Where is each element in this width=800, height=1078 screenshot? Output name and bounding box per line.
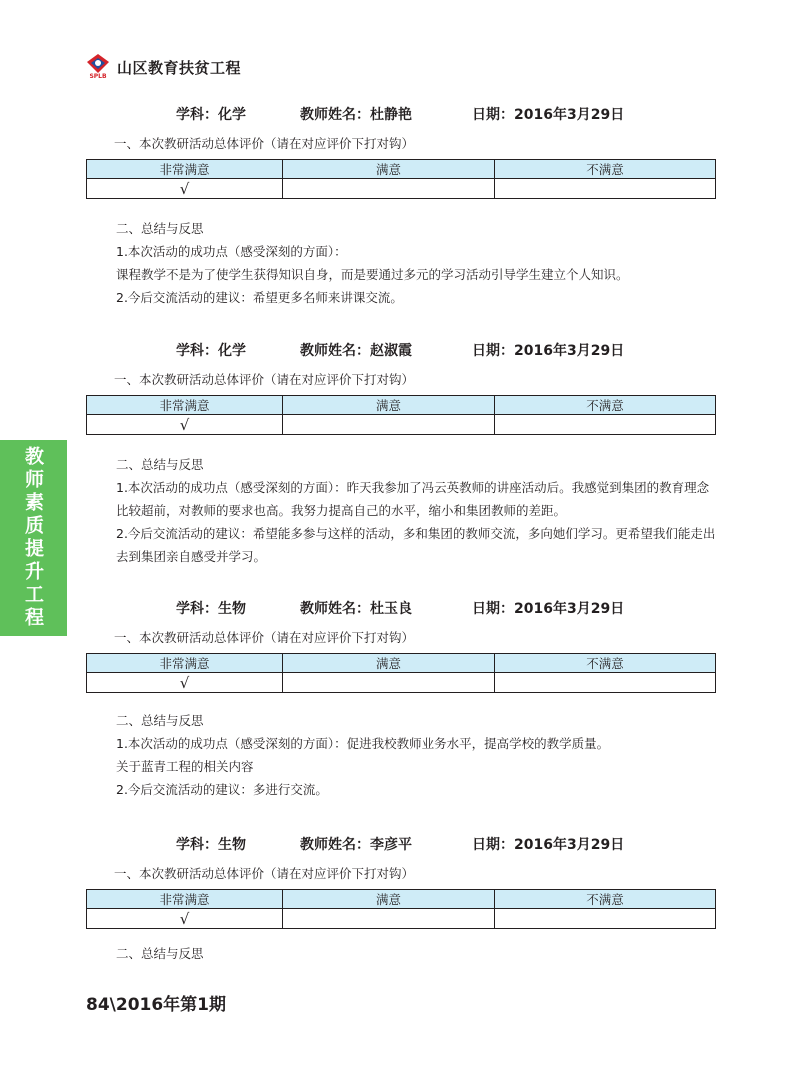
page-header (85, 50, 241, 84)
summary-line: 2.今后交流活动的建议：希望能多参与这样的活动，多和集团的教师交流，多向她们学习。更希望我们能走出去到集团亲自感受并学习。 (116, 526, 716, 564)
logo-text: SPLB (89, 73, 107, 80)
empty-cell (495, 909, 716, 929)
col-very-satisfied: 非常满意 (87, 654, 283, 673)
page-footer: 84\2016年第1期 (86, 995, 227, 1015)
empty-cell (283, 415, 495, 435)
summary-section (116, 942, 716, 965)
summary-line: 2.今后交流活动的建议：希望更多名师来讲课交流。 (116, 290, 403, 305)
summary-line: 1.本次活动的成功点（感受深刻的方面）：昨天我参加了冯云英教师的讲座活动后。我感觉到集团的教育理念比较超前，对教师的要求也高。我努力提高自己的水平，缩小和集团教师的差距。 (116, 480, 710, 518)
col-very-satisfied: 非常满意 (87, 396, 283, 415)
summary-section (116, 709, 716, 801)
evaluation-table (86, 395, 716, 435)
summary-heading: 二、总结与反思 (116, 713, 204, 728)
check-mark: √ (87, 673, 283, 693)
eval-heading: 一、本次教研活动总体评价（请在对应评价下打对钩） (114, 866, 415, 881)
teacher-name: 教师姓名：李彦平 (300, 837, 412, 853)
check-mark: √ (87, 179, 283, 199)
summary-line: 关于蓝青工程的相关内容 (116, 759, 254, 774)
summary-line: 1.本次活动的成功点（感受深刻的方面）：促进我校教师业务水平，提高学校的教学质量。 (116, 736, 610, 751)
summary-section (116, 453, 716, 568)
side-tab-label: 教师素质提升工程 (22, 446, 44, 630)
empty-cell (283, 179, 495, 199)
check-mark: √ (87, 415, 283, 435)
empty-cell (283, 909, 495, 929)
empty-cell (283, 673, 495, 693)
col-unsatisfied: 不满意 (495, 890, 716, 909)
date: 日期：2016年3月29日 (472, 601, 625, 617)
eval-heading: 一、本次教研活动总体评价（请在对应评价下打对钩） (114, 372, 415, 387)
date: 日期：2016年3月29日 (472, 107, 625, 123)
summary-heading: 二、总结与反思 (116, 946, 204, 961)
logo-icon (85, 53, 111, 81)
side-tab (0, 440, 67, 636)
subject: 学科：化学 (176, 343, 246, 359)
evaluation-table (86, 653, 716, 693)
summary-section (116, 217, 716, 309)
eval-heading: 一、本次教研活动总体评价（请在对应评价下打对钩） (114, 630, 415, 645)
empty-cell (495, 179, 716, 199)
col-satisfied: 满意 (283, 654, 495, 673)
col-satisfied: 满意 (283, 890, 495, 909)
subject: 学科：化学 (176, 107, 246, 123)
subject: 学科：生物 (176, 837, 246, 853)
empty-cell (495, 415, 716, 435)
teacher-name: 教师姓名：杜静艳 (300, 107, 412, 123)
empty-cell (495, 673, 716, 693)
col-satisfied: 满意 (283, 396, 495, 415)
col-unsatisfied: 不满意 (495, 160, 716, 179)
teacher-name: 教师姓名：杜玉良 (300, 601, 412, 617)
summary-heading: 二、总结与反思 (116, 457, 204, 472)
check-mark: √ (87, 909, 283, 929)
summary-heading: 二、总结与反思 (116, 221, 204, 236)
summary-line: 1.本次活动的成功点（感受深刻的方面）： (116, 244, 347, 259)
date: 日期：2016年3月29日 (472, 837, 625, 853)
header-title: 山区教育扶贫工程 (117, 58, 242, 77)
col-unsatisfied: 不满意 (495, 396, 716, 415)
summary-line: 课程教学不是为了使学生获得知识自身，而是要通过多元的学习活动引导学生建立个人知识。 (116, 267, 629, 282)
evaluation-table (86, 889, 716, 929)
teacher-name: 教师姓名：赵淑霞 (300, 343, 412, 359)
subject: 学科：生物 (176, 601, 246, 617)
eval-heading: 一、本次教研活动总体评价（请在对应评价下打对钩） (114, 136, 415, 151)
evaluation-table (86, 159, 716, 199)
col-very-satisfied: 非常满意 (87, 160, 283, 179)
col-very-satisfied: 非常满意 (87, 890, 283, 909)
col-satisfied: 满意 (283, 160, 495, 179)
col-unsatisfied: 不满意 (495, 654, 716, 673)
summary-line: 2.今后交流活动的建议：多进行交流。 (116, 782, 328, 797)
date: 日期：2016年3月29日 (472, 343, 625, 359)
